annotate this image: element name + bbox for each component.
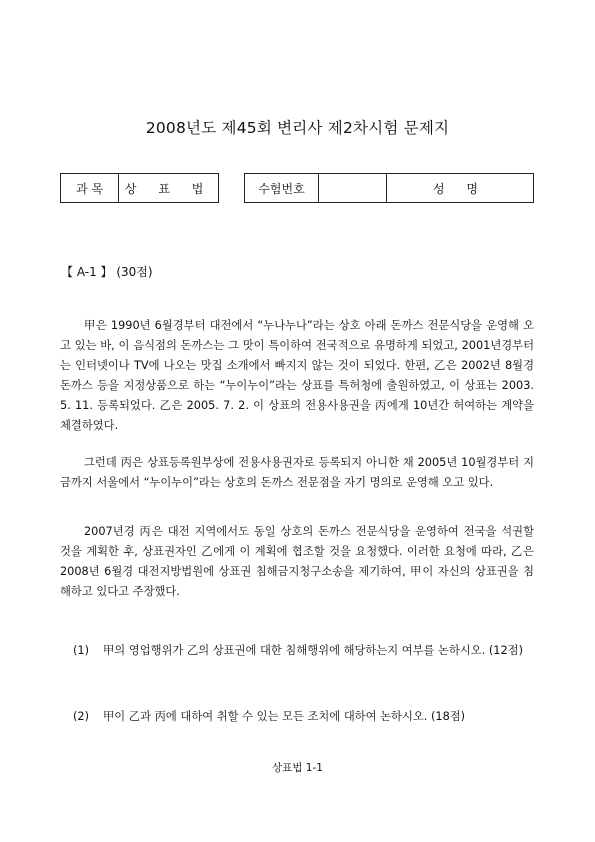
problem-paragraph-3 (60, 522, 534, 602)
exam-number-label: 수험번호 (245, 174, 319, 202)
paragraph-text: 그런데 丙은 상표등록원부상에 전용사용권자로 등록되지 아니한 채 2005년 10월경부터 지금까지 서울에서 “누이누이”라는 상호의 돈까스 전문점을 자기 명의로 운영해 오고 있다. (60, 456, 534, 489)
sub-question-number: (2) (73, 710, 90, 723)
page-footer: 상표법 1-1 (272, 762, 323, 774)
problem-paragraph-1 (60, 316, 534, 436)
subject-box (60, 173, 219, 203)
sub-question-text: 甲이 乙과 丙에 대하여 취할 수 있는 모든 조치에 대하여 논하시오. (18점) (103, 710, 466, 723)
paragraph-text: 甲은 1990년 6월경부터 대전에서 “누나누나”라는 상호 아래 돈까스 전문식당을 운영해 오고 있는 바, 이 음식점의 돈까스는 그 맛이 특이하여 전국적으로 유명하게 되었고, 2001년경부터는 인터넷이나 TV에 나오는 맛집 소개에서 빠지지 않는 것이 되었다. 한편, 乙은 2002년 8월경 돈까스 등을 지정상품으로 하는 “누이누이”라는 상표를 특허청에 출원하였고, 이 상표는 2003. 5. 11. 등록되었다. 乙은 2005. 7. 2. 이 상표의 전용사용권을 丙에게 10년간 허여하는 계약을 체결하였다. (60, 319, 534, 432)
name-field[interactable]: 성 명 (433, 181, 488, 196)
sub-question-2 (73, 706, 535, 728)
page-title: 2008년도 제45회 변리사 제2차시험 문제지 (145, 119, 450, 137)
subject-label: 과 목 (61, 174, 119, 202)
paragraph-text: 2007년경 丙은 대전 지역에서도 동일 상호의 돈까스 전문식당을 운영하여 전국을 석권할 것을 계획한 후, 상표권자인 乙에게 이 계획에 협조할 것을 요청했다. 이러한 요청에 따라, 乙은 2008년 6월경 대전지방법원에 상표권 침해금지청구소송을 제기하여, 甲이 자신의 상표권을 침해하고 있다고 주장했다. (60, 525, 534, 598)
sub-question-text: 甲의 영업행위가 乙의 상표권에 대한 침해행위에 해당하는지 여부를 논하시오. (12점) (103, 644, 523, 657)
exam-info-box (244, 173, 534, 203)
subject-value: 상 표 법 (124, 181, 213, 196)
exam-number-field[interactable] (319, 174, 387, 202)
sub-question-1 (73, 640, 535, 662)
question-label: 【 A-1 】 (30점) (61, 265, 153, 279)
problem-paragraph-2 (60, 453, 534, 493)
sub-question-number: (1) (73, 644, 90, 657)
